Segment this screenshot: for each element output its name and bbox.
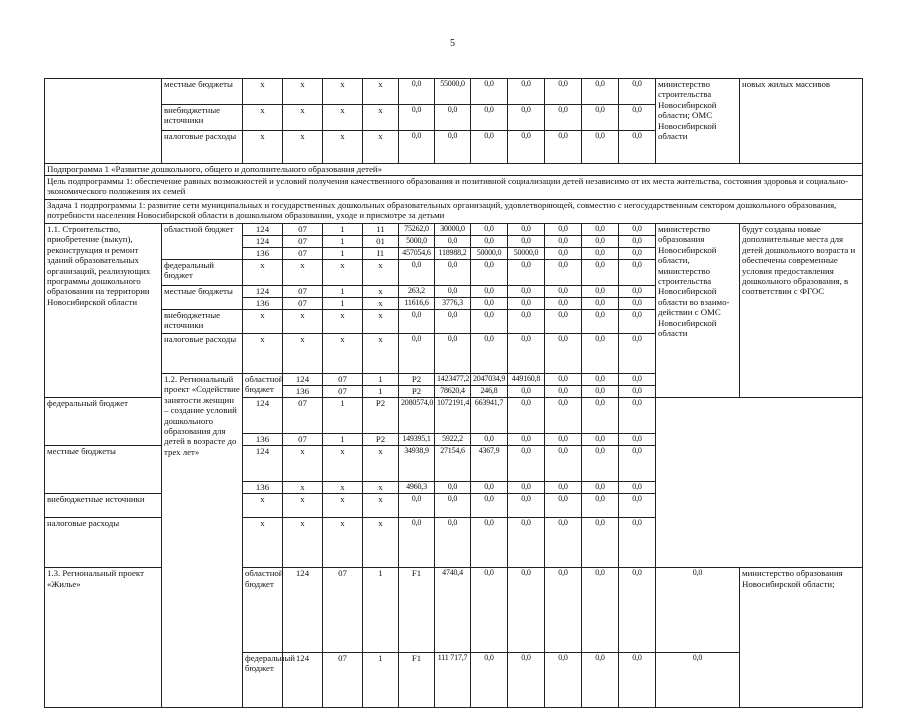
code-cell: 1 [323, 298, 363, 310]
amount-cell: 27154,6 [435, 446, 471, 482]
amount-cell: 0,0 [582, 334, 619, 374]
amount-cell: 5922,2 [435, 434, 471, 446]
code-cell: 07 [323, 652, 363, 707]
amount-cell: 0,0 [619, 518, 656, 568]
subprogram-title-row [45, 164, 863, 176]
amount-cell: 0,0 [471, 310, 508, 334]
code-cell: 124 [243, 446, 283, 482]
code-cell: 1 [363, 374, 399, 386]
amount-cell: 0,0 [582, 286, 619, 298]
code-cell: 07 [323, 386, 363, 398]
code-cell: x [283, 310, 323, 334]
amount-cell: 50000,0 [471, 248, 508, 260]
source-cell: областной бюджет [162, 224, 243, 260]
amount-cell: 0,0 [545, 224, 582, 236]
source-cell: федеральный бюджет [162, 260, 243, 286]
amount-cell: 0,0 [619, 286, 656, 298]
code-cell: x [243, 518, 283, 568]
code-cell: x [323, 260, 363, 286]
code-cell: 136 [283, 386, 323, 398]
amount-cell: 0,0 [508, 79, 545, 105]
amount-cell: 0,0 [471, 334, 508, 374]
amount-cell: 0,0 [399, 79, 435, 105]
amount-cell: 0,0 [471, 482, 508, 494]
code-cell: x [323, 482, 363, 494]
code-cell: x [283, 79, 323, 105]
code-cell: 136 [243, 434, 283, 446]
amount-cell: 0,0 [582, 482, 619, 494]
amount-cell: 0,0 [399, 105, 435, 131]
amount-cell: 0,0 [545, 518, 582, 568]
code-cell: P2 [399, 374, 435, 386]
code-cell: 1 [323, 398, 363, 434]
amount-cell: 0,0 [619, 374, 656, 386]
code-cell: I1 [363, 248, 399, 260]
source-cell: налоговые расходы [162, 131, 243, 164]
code-cell: 07 [323, 374, 363, 386]
amount-cell: 0,0 [471, 79, 508, 105]
code-cell: x [323, 131, 363, 164]
amount-cell: 0,0 [399, 334, 435, 374]
code-cell: x [323, 446, 363, 482]
source-cell: внебюджетные источники [45, 494, 162, 518]
amount-cell: 0,0 [582, 131, 619, 164]
amount-cell: 78620,4 [435, 386, 471, 398]
code-cell: P2 [363, 434, 399, 446]
amount-cell: 0,0 [508, 236, 545, 248]
source-cell: внебюджетные источники [162, 310, 243, 334]
amount-cell: 0,0 [582, 652, 619, 707]
amount-cell: 0,0 [582, 310, 619, 334]
code-cell: 1 [323, 236, 363, 248]
amount-cell: 4367,9 [471, 446, 508, 482]
code-cell: x [283, 518, 323, 568]
amount-cell: 0,0 [619, 131, 656, 164]
amount-cell: 0,0 [582, 568, 619, 652]
amount-cell: 0,0 [471, 568, 508, 652]
amount-cell: 0,0 [545, 386, 582, 398]
amount-cell: 5000,0 [399, 236, 435, 248]
code-cell: x [283, 105, 323, 131]
amount-cell: 3776,3 [435, 298, 471, 310]
amount-cell: 0,0 [656, 568, 740, 652]
amount-cell: 0,0 [582, 260, 619, 286]
amount-cell: 0,0 [471, 434, 508, 446]
amount-cell: 0,0 [435, 310, 471, 334]
program-item-cell: 1.3. Региональный проект «Жилье» [45, 568, 162, 708]
amount-cell: 0,0 [619, 434, 656, 446]
code-cell: P2 [399, 386, 435, 398]
amount-cell: 0,0 [545, 79, 582, 105]
amount-cell: 0,0 [619, 568, 656, 652]
amount-cell: 0,0 [508, 260, 545, 286]
code-cell: x [363, 105, 399, 131]
amount-cell: 0,0 [471, 652, 508, 707]
amount-cell: 0,0 [619, 79, 656, 105]
amount-cell: 0,0 [619, 334, 656, 374]
amount-cell: 0,0 [582, 494, 619, 518]
amount-cell: 0,0 [582, 446, 619, 482]
code-cell: 01 [363, 236, 399, 248]
code-cell: 07 [283, 236, 323, 248]
executor-cell: министерство образования Новосибирской области; [740, 568, 863, 708]
code-cell: x [243, 79, 283, 105]
code-cell: x [363, 446, 399, 482]
code-cell: 1 [323, 224, 363, 236]
amount-cell: 0,0 [545, 260, 582, 286]
amount-cell: 0,0 [619, 386, 656, 398]
program-item-cell: 1.2. Региональный проект «Содействие занятости женщин – создание условий дошкольного образования для детей в возрасте до трех лет» [162, 374, 243, 708]
code-cell: x [283, 482, 323, 494]
code-cell: x [363, 482, 399, 494]
amount-cell: 0,0 [545, 434, 582, 446]
amount-cell: 0,0 [545, 374, 582, 386]
code-cell: 1 [323, 248, 363, 260]
amount-cell: 1072191,4 [435, 398, 471, 434]
amount-cell: 0,0 [545, 568, 582, 652]
amount-cell: 0,0 [545, 652, 582, 707]
amount-cell: 0,0 [471, 224, 508, 236]
code-cell: 124 [283, 652, 323, 707]
code-cell: x [283, 334, 323, 374]
code-cell: x [363, 334, 399, 374]
amount-cell: 0,0 [471, 236, 508, 248]
amount-cell: 0,0 [399, 494, 435, 518]
amount-cell: 0,0 [508, 310, 545, 334]
amount-cell: 0,0 [508, 568, 545, 652]
code-cell: 07 [323, 568, 363, 652]
code-cell: x [243, 494, 283, 518]
code-cell: P2 [363, 398, 399, 434]
amount-cell: 0,0 [582, 236, 619, 248]
amount-cell: 0,0 [508, 298, 545, 310]
amount-cell: 0,0 [545, 248, 582, 260]
code-cell: 07 [283, 398, 323, 434]
amount-cell: 0,0 [435, 482, 471, 494]
amount-cell: 0,0 [582, 518, 619, 568]
amount-cell: 0,0 [545, 131, 582, 164]
subprogram-title-row-text: Подпрограмма 1 «Развитие дошкольного, общего и дополнительного образования детей» [45, 164, 863, 176]
code-cell: x [283, 446, 323, 482]
code-cell: 07 [283, 286, 323, 298]
amount-cell: 0,0 [545, 236, 582, 248]
amount-cell: 118988,2 [435, 248, 471, 260]
amount-cell: 0,0 [545, 446, 582, 482]
amount-cell: 0,0 [435, 105, 471, 131]
amount-cell: 0,0 [508, 434, 545, 446]
amount-cell: 0,0 [399, 131, 435, 164]
amount-cell: 0,0 [545, 286, 582, 298]
amount-cell: 0,0 [619, 298, 656, 310]
amount-cell: 663941,7 [471, 398, 508, 434]
amount-cell: 0,0 [582, 434, 619, 446]
code-cell: x [283, 131, 323, 164]
subprogram-goal-row [45, 176, 863, 200]
amount-cell: 30000,0 [435, 224, 471, 236]
code-cell: x [323, 310, 363, 334]
amount-cell: 0,0 [399, 260, 435, 286]
code-cell: x [363, 260, 399, 286]
amount-cell: 0,0 [545, 298, 582, 310]
code-cell: 07 [283, 298, 323, 310]
executor-cell: министерство образования Новосибирской области, министерство строительства Новосибирской области во взаимо-действии с ОМС Новосибирской области [656, 224, 740, 398]
code-cell: 124 [243, 286, 283, 298]
code-cell: x [363, 131, 399, 164]
code-cell: x [363, 494, 399, 518]
source-cell: федеральный бюджет [243, 652, 283, 707]
code-cell: 124 [243, 224, 283, 236]
code-cell: x [323, 334, 363, 374]
amount-cell: 0,0 [619, 482, 656, 494]
program-item-cell: 1.1. Строительство, приобретение (выкуп), реконструкция и ремонт зданий образовательных организаций, реализующих программы дошкольного образования на территории Новосибирской области [45, 224, 162, 398]
amount-cell: 0,0 [619, 260, 656, 286]
source-cell: налоговые расходы [45, 518, 162, 568]
amount-cell: 0,0 [582, 298, 619, 310]
amount-cell: 0,0 [471, 260, 508, 286]
amount-cell: 246,8 [471, 386, 508, 398]
amount-cell: 11616,6 [399, 298, 435, 310]
source-cell: местные бюджеты [162, 286, 243, 310]
amount-cell: 4740,4 [435, 568, 471, 652]
code-cell: 124 [243, 398, 283, 434]
amount-cell: 0,0 [545, 334, 582, 374]
amount-cell: 0,0 [508, 398, 545, 434]
code-cell: x [243, 310, 283, 334]
amount-cell: 0,0 [582, 374, 619, 386]
code-cell: x [323, 79, 363, 105]
amount-cell: 0,0 [582, 398, 619, 434]
code-cell: x [323, 518, 363, 568]
amount-cell: 0,0 [399, 518, 435, 568]
code-cell: x [243, 131, 283, 164]
amount-cell: 0,0 [619, 236, 656, 248]
amount-cell: 0,0 [582, 386, 619, 398]
amount-cell: 0,0 [435, 260, 471, 286]
code-cell: 1 [363, 386, 399, 398]
code-cell: x [283, 494, 323, 518]
code-cell: 07 [283, 248, 323, 260]
amount-cell: 0,0 [471, 286, 508, 298]
amount-cell: 0,0 [508, 482, 545, 494]
code-cell: 1 [323, 434, 363, 446]
subprogram-task-row-text: Задача 1 подпрограммы 1: развитие сети муниципальных и государственных дошкольных образовательных организаций, удовлетворяющей, совместно с негосударственным сектором дошкольного образования, потребности населения Новосибирской области в дошкольном образовании, уходе и присмотре за детьми [45, 200, 863, 224]
code-cell: x [323, 494, 363, 518]
amount-cell: 2047034,9 [471, 374, 508, 386]
subprogram-goal-row-text: Цель подпрограммы 1: обеспечение равных возможностей и условий получения качественного образования и позитивной социализации детей независимо от их места жительства, состояния здоровья и социально-экономического положения их семей [45, 176, 863, 200]
code-cell: x [283, 260, 323, 286]
amount-cell: 0,0 [545, 105, 582, 131]
amount-cell: 75262,0 [399, 224, 435, 236]
amount-cell: 0,0 [619, 224, 656, 236]
amount-cell: 449160,8 [508, 374, 545, 386]
amount-cell: 0,0 [619, 494, 656, 518]
amount-cell: 0,0 [545, 482, 582, 494]
source-cell: внебюджетные источники [162, 105, 243, 131]
code-cell: x [243, 260, 283, 286]
amount-cell: 457054,6 [399, 248, 435, 260]
code-cell: 136 [243, 248, 283, 260]
page-number: 5 [450, 38, 455, 49]
amount-cell: 0,0 [508, 105, 545, 131]
code-cell: 124 [283, 374, 323, 386]
code-cell: F1 [399, 568, 435, 652]
code-cell: 1 [363, 652, 399, 707]
code-cell: 136 [243, 298, 283, 310]
source-cell: местные бюджеты [45, 446, 162, 494]
code-cell: x [243, 105, 283, 131]
amount-cell: 0,0 [471, 298, 508, 310]
result-cell: новых жилых массивов [740, 79, 863, 164]
amount-cell: 55000,0 [435, 79, 471, 105]
amount-cell: 111 717,7 [435, 652, 471, 707]
amount-cell: 1423477,2 [435, 374, 471, 386]
table-row [45, 79, 863, 105]
code-cell: 1 [323, 286, 363, 298]
code-cell: 136 [243, 482, 283, 494]
code-cell: 07 [283, 434, 323, 446]
amount-cell: 0,0 [435, 131, 471, 164]
code-cell: x [363, 310, 399, 334]
code-cell: x [363, 298, 399, 310]
amount-cell: 0,0 [619, 105, 656, 131]
amount-cell: 0,0 [619, 398, 656, 434]
amount-cell: 0,0 [582, 224, 619, 236]
amount-cell: 50000,0 [508, 248, 545, 260]
amount-cell: 34938,9 [399, 446, 435, 482]
amount-cell: 0,0 [508, 446, 545, 482]
result-cell: будут созданы новые дополнительные места для детей дошкольного возраста и обеспечены современные условия предоставления дошкольного образования, в соответствии с ФГОС [740, 224, 863, 398]
source-cell: областной бюджет [243, 374, 283, 398]
amount-cell: 149395,1 [399, 434, 435, 446]
amount-cell: 0,0 [619, 310, 656, 334]
amount-cell: 0,0 [619, 652, 656, 707]
source-cell: федеральный бюджет [45, 398, 162, 446]
amount-cell: 0,0 [435, 334, 471, 374]
code-cell: 124 [283, 568, 323, 652]
amount-cell: 0,0 [508, 386, 545, 398]
subprogram-task-row [45, 200, 863, 224]
executor-cell: министерство строительства Новосибирской области; ОМС Новосибирской области [656, 79, 740, 164]
code-cell: x [363, 79, 399, 105]
code-cell: 11 [363, 224, 399, 236]
program-item-cell [45, 79, 162, 164]
amount-cell: 2080574,0 [399, 398, 435, 434]
amount-cell: 0,0 [435, 518, 471, 568]
table-row [45, 224, 863, 236]
amount-cell: 0,0 [545, 398, 582, 434]
program-table [44, 78, 863, 708]
code-cell: x [323, 105, 363, 131]
source-cell: областной бюджет [243, 568, 283, 652]
amount-cell: 0,0 [435, 236, 471, 248]
amount-cell: 0,0 [471, 494, 508, 518]
amount-cell: 0,0 [545, 310, 582, 334]
code-cell: F1 [399, 652, 435, 707]
code-cell: x [363, 286, 399, 298]
amount-cell: 0,0 [582, 248, 619, 260]
code-cell: x [363, 518, 399, 568]
amount-cell: 0,0 [656, 652, 740, 707]
amount-cell: 4960,3 [399, 482, 435, 494]
amount-cell: 263,2 [399, 286, 435, 298]
source-cell: местные бюджеты [162, 79, 243, 105]
amount-cell: 0,0 [508, 286, 545, 298]
amount-cell: 0,0 [399, 310, 435, 334]
amount-cell: 0,0 [508, 334, 545, 374]
amount-cell: 0,0 [471, 131, 508, 164]
code-cell: 07 [283, 224, 323, 236]
amount-cell: 0,0 [471, 518, 508, 568]
code-cell: 1 [363, 568, 399, 652]
amount-cell: 0,0 [508, 494, 545, 518]
amount-cell: 0,0 [471, 105, 508, 131]
amount-cell: 0,0 [545, 494, 582, 518]
amount-cell: 0,0 [582, 105, 619, 131]
amount-cell: 0,0 [435, 286, 471, 298]
amount-cell: 0,0 [619, 446, 656, 482]
source-cell: налоговые расходы [162, 334, 243, 374]
code-cell: x [243, 334, 283, 374]
amount-cell: 0,0 [508, 652, 545, 707]
amount-cell: 0,0 [435, 494, 471, 518]
amount-cell: 0,0 [508, 131, 545, 164]
amount-cell: 0,0 [508, 224, 545, 236]
amount-cell: 0,0 [619, 248, 656, 260]
code-cell: 124 [243, 236, 283, 248]
amount-cell: 0,0 [582, 79, 619, 105]
amount-cell: 0,0 [508, 518, 545, 568]
